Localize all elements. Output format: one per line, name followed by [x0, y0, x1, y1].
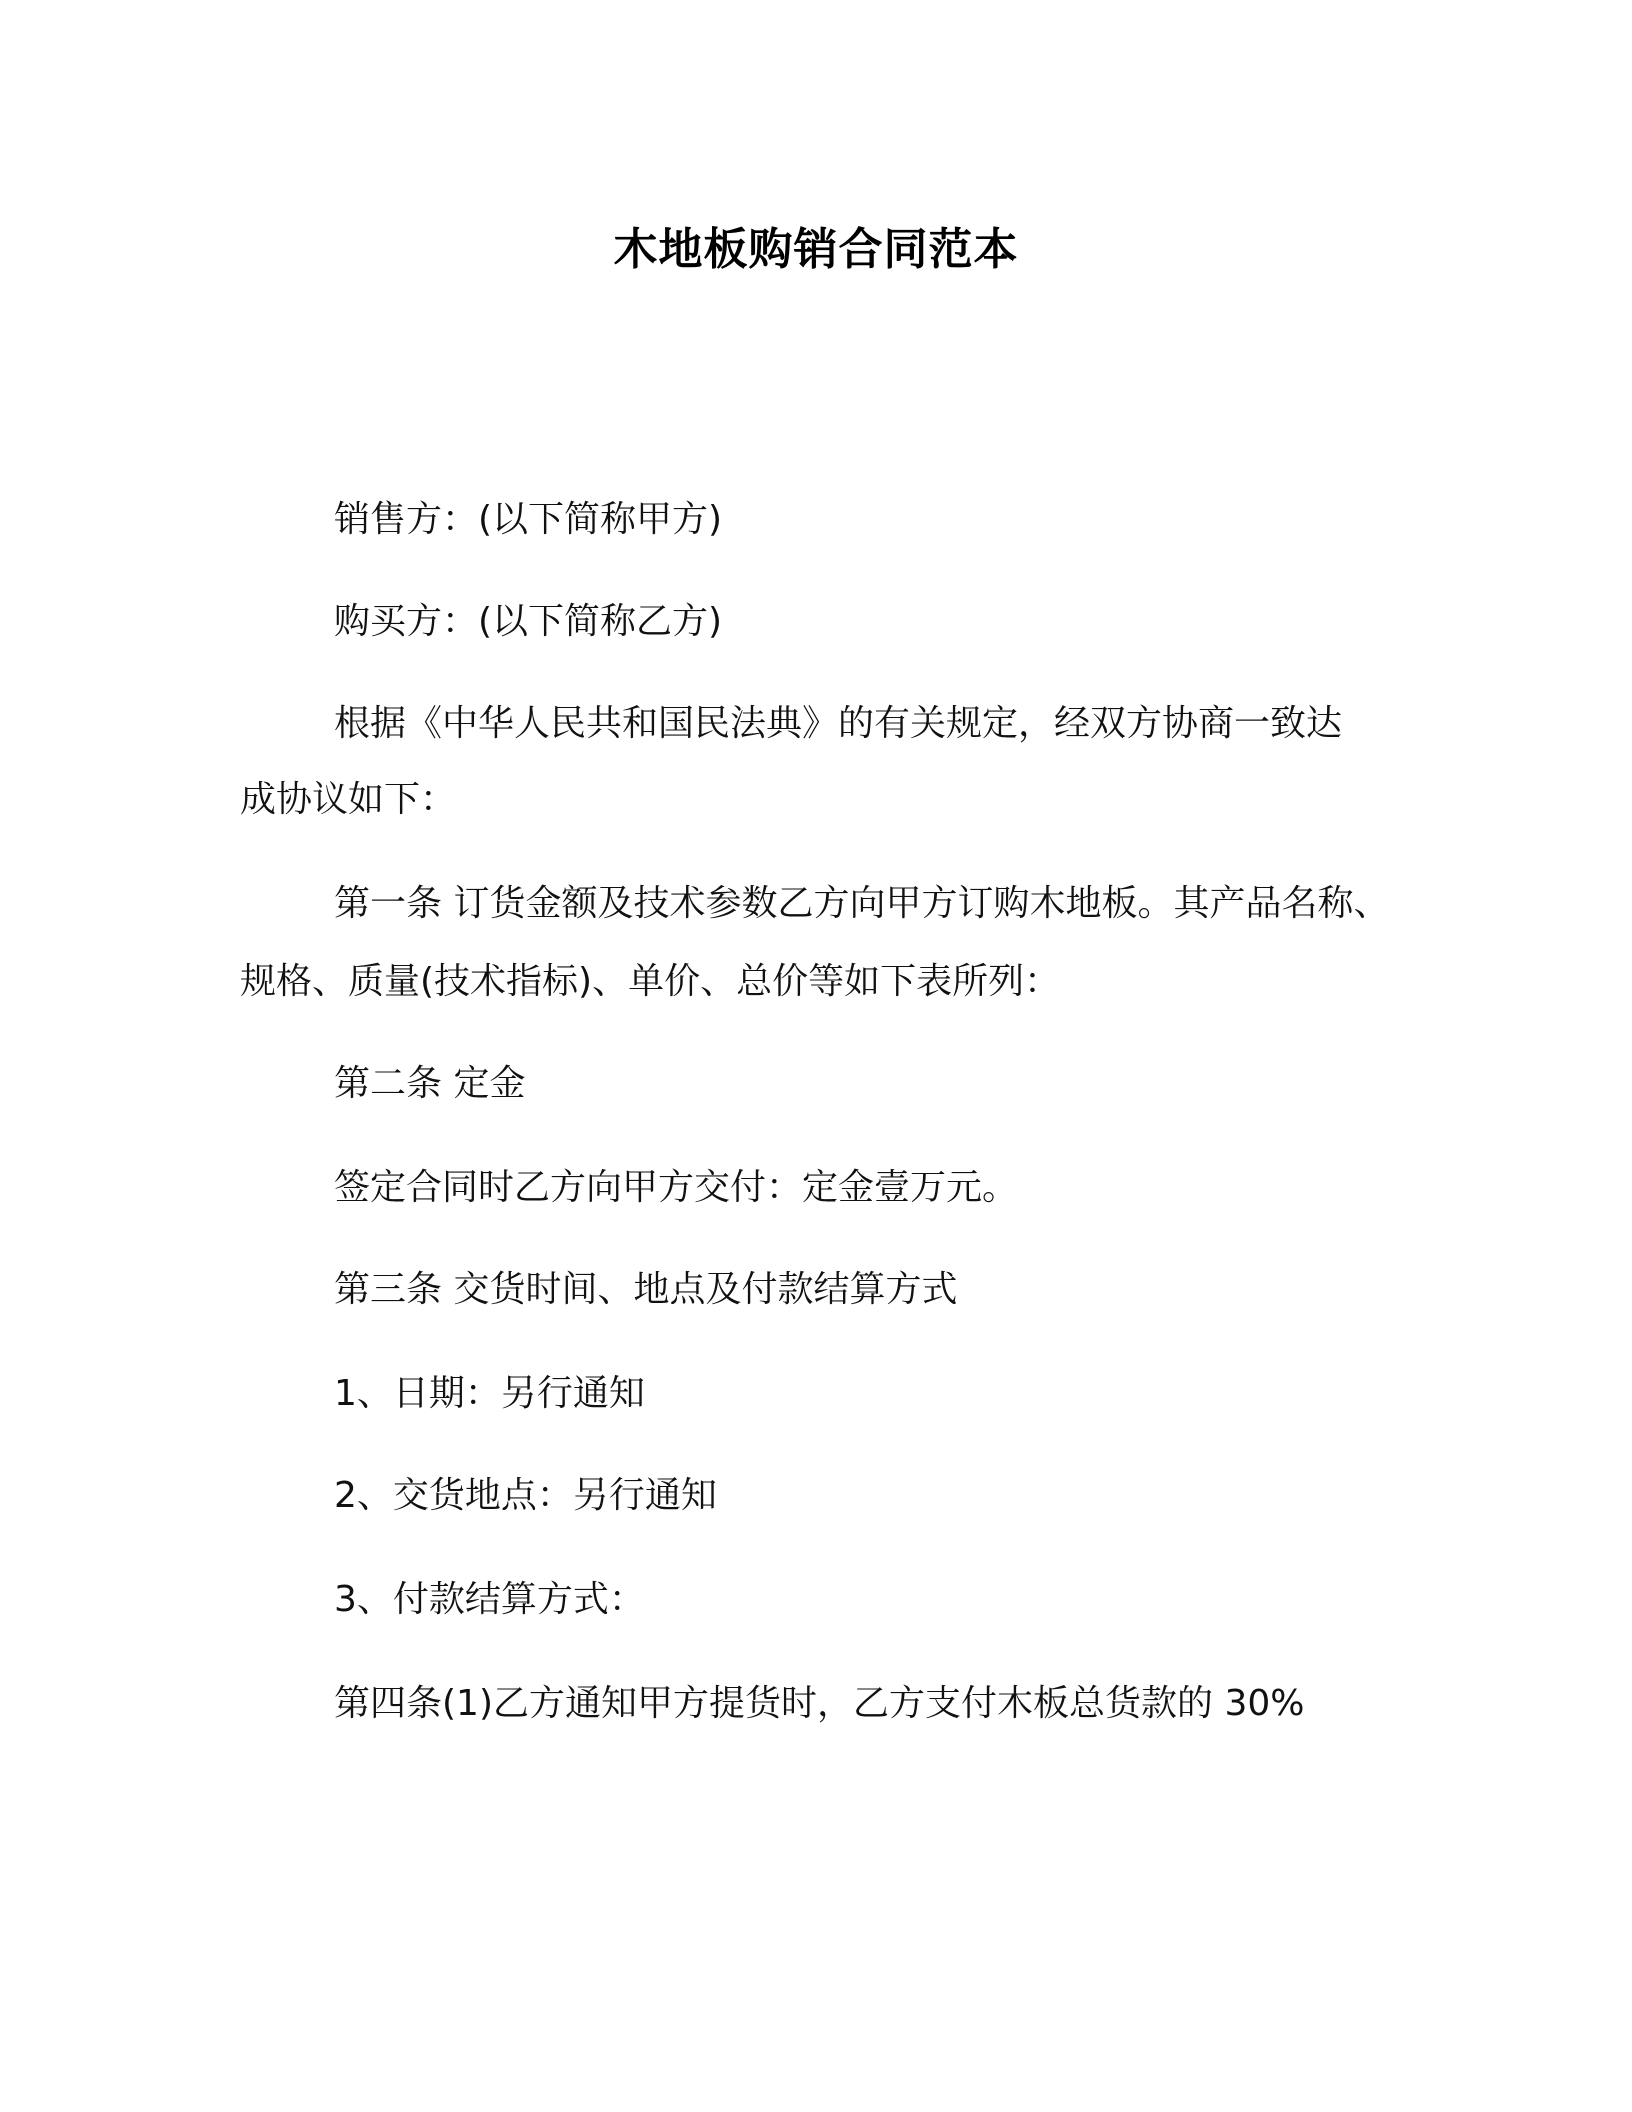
article-2-deposit: 签定合同时乙方向甲方交付：定金壹万元。: [334, 1167, 1019, 1208]
article-3-heading: 第三条 交货时间、地点及付款结算方式: [334, 1269, 958, 1310]
article-3-item-2: 2、交货地点：另行通知: [334, 1475, 717, 1516]
preamble-line-1: 根据《中华人民共和国民法典》的有关规定，经双方协商一致达: [334, 703, 1343, 744]
seller-line: 销售方：(以下简称甲方): [334, 499, 723, 540]
article-2-heading: 第二条 定金: [334, 1063, 526, 1104]
article-3-item-1: 1、日期：另行通知: [334, 1373, 645, 1414]
article-1-line-2: 规格、质量(技术指标)、单价、总价等如下表所列：: [240, 961, 1061, 1002]
article-1-line-1: 第一条 订货金额及技术参数乙方向甲方订购木地板。其产品名称、: [334, 883, 1390, 924]
document-title: 木地板购销合同范本: [613, 224, 1019, 275]
article-3-item-3: 3、付款结算方式：: [334, 1579, 645, 1620]
buyer-line: 购买方：(以下简称乙方): [334, 601, 723, 642]
preamble-line-2: 成协议如下：: [240, 779, 457, 820]
article-4-line-1: 第四条(1)乙方通知甲方提货时，乙方支付木板总货款的 30%: [334, 1683, 1305, 1724]
